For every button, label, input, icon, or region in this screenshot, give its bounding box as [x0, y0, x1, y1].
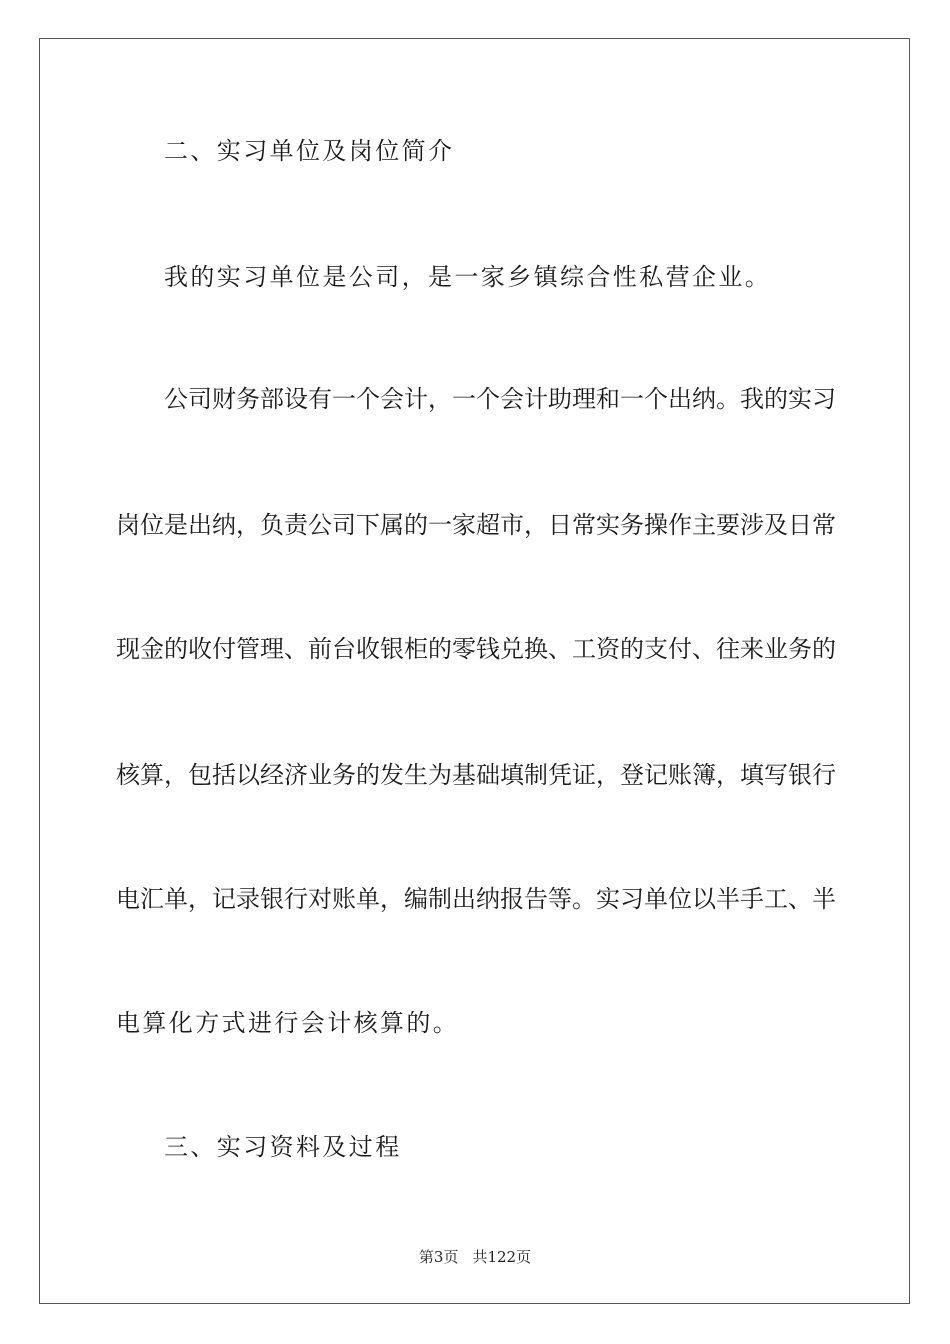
section-heading-2: 二、实习单位及岗位简介 — [164, 137, 455, 165]
page-number: 第3页 — [418, 1248, 459, 1266]
paragraph-unit: 我的实习单位是公司，是一家乡镇综合性私营企业。 — [164, 263, 772, 291]
paragraph-finance-line-5: 电汇单，记录银行对账单，编制出纳报告等。实习单位以半手工、半 — [116, 885, 836, 913]
paragraph-finance-line-4: 核算，包括以经济业务的发生为基础填制凭证，登记账簿，填写银行 — [116, 761, 836, 789]
section-heading-3: 三、实习资料及过程 — [164, 1133, 402, 1161]
page-total: 共122页 — [472, 1248, 532, 1266]
paragraph-finance-line-1: 公司财务部设有一个会计，一个会计助理和一个出纳。我的实习 — [164, 385, 836, 413]
paragraph-finance-line-2: 岗位是出纳，负责公司下属的一家超市，日常实务操作主要涉及日常 — [116, 511, 836, 539]
page-footer — [0, 1248, 950, 1266]
paragraph-finance-line-6: 电算化方式进行会计核算的。 — [116, 1009, 460, 1037]
paragraph-finance-line-3: 现金的收付管理、前台收银柜的零钱兑换、工资的支付、往来业务的 — [116, 635, 836, 663]
page-border — [39, 38, 910, 1304]
